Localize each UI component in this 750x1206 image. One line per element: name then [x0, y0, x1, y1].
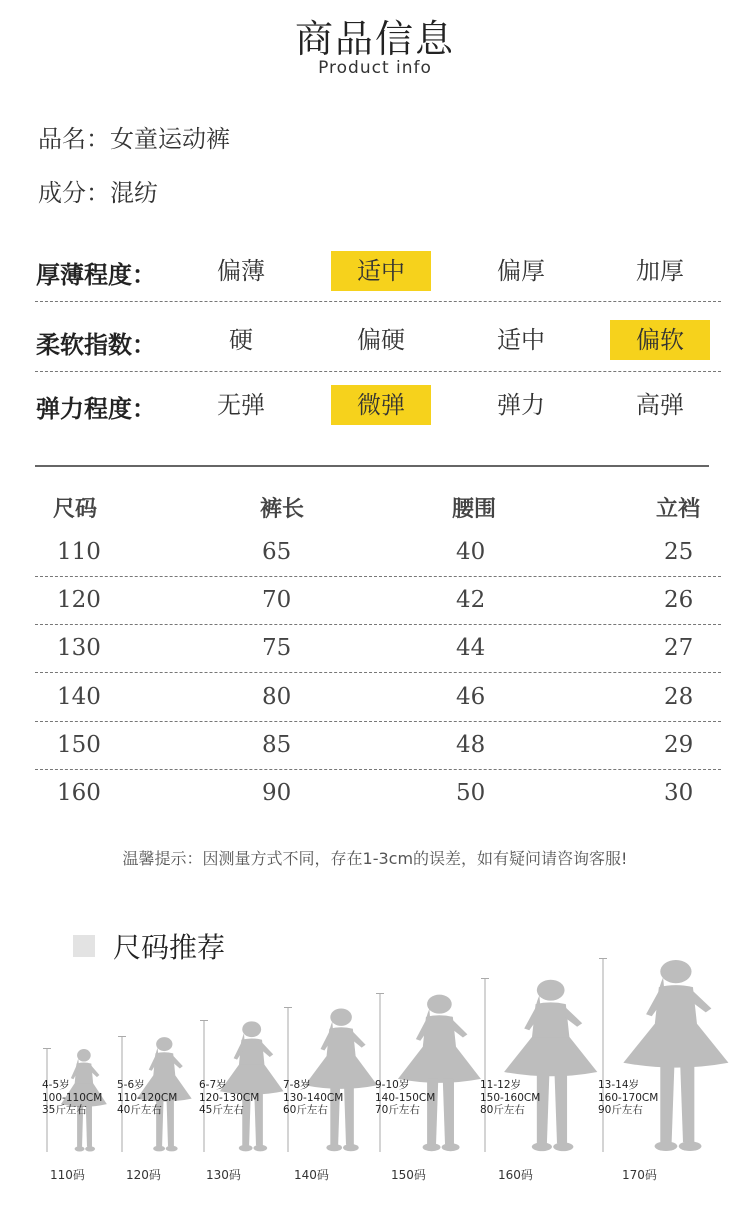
figure-weight: 70斤左右: [375, 1104, 420, 1116]
figure-info: [283, 1079, 343, 1117]
table-cell: 48: [456, 732, 486, 758]
figure-weight: 60斤左右: [283, 1104, 328, 1116]
height-ruler: [376, 993, 384, 1152]
divider: [35, 576, 721, 577]
figure-weight: 90斤左右: [598, 1104, 643, 1116]
divider: [35, 721, 721, 722]
attr-label-thickness: 厚薄程度：: [36, 261, 156, 289]
table-header: 裤长: [260, 497, 305, 522]
figure-weight: 80斤左右: [480, 1104, 525, 1116]
child-silhouette: [494, 978, 607, 1152]
attr-option: 无弹: [217, 391, 265, 419]
product-material: 成分：混纺: [38, 179, 158, 207]
figure-size-label: 120码: [126, 1168, 161, 1182]
attr-option: 高弹: [636, 391, 684, 419]
child-silhouette: [389, 993, 490, 1152]
table-cell: 40: [456, 539, 486, 565]
figure-age: 6-7岁: [199, 1079, 227, 1091]
table-cell: 50: [456, 780, 486, 806]
table-cell: 75: [262, 635, 292, 661]
height-ruler: [481, 978, 489, 1152]
divider: [35, 624, 721, 625]
table-cell: 28: [664, 684, 694, 710]
table-cell: 44: [456, 635, 486, 661]
figure-info: [199, 1079, 259, 1117]
table-cell: 46: [456, 684, 486, 710]
figure-info: [598, 1079, 658, 1117]
table-cell: 130: [57, 635, 101, 661]
figure-info: [42, 1079, 102, 1117]
figure-age: 4-5岁: [42, 1079, 70, 1091]
table-cell: 160: [57, 780, 101, 806]
attr-option: 偏厚: [497, 257, 545, 285]
attr-option: 偏硬: [357, 326, 405, 354]
table-cell: 150: [57, 732, 101, 758]
divider: [35, 371, 721, 372]
table-cell: 42: [456, 587, 486, 613]
attr-option: 适中: [497, 326, 545, 354]
table-cell: 30: [664, 780, 694, 806]
table-cell: 110: [57, 539, 101, 565]
divider: [35, 301, 721, 302]
attr-option: 弹力: [497, 391, 545, 419]
figure-age: 5-6岁: [117, 1079, 145, 1091]
section-marker: [73, 935, 95, 957]
figure-info: [117, 1079, 177, 1117]
figure-info: [375, 1079, 435, 1117]
attr-option: 偏薄: [217, 257, 265, 285]
figure-height: 140-150CM: [375, 1091, 436, 1104]
figure-height: 160-170CM: [598, 1091, 659, 1104]
page-title: 商品信息: [294, 17, 455, 61]
table-cell: 80: [262, 684, 292, 710]
figure-size-label: 140码: [294, 1168, 329, 1182]
figure-info: [480, 1079, 540, 1117]
figure-height: 150-160CM: [480, 1091, 541, 1104]
attr-label-elasticity: 弹力程度：: [36, 395, 156, 423]
divider: [35, 769, 721, 770]
child-silhouette: [612, 958, 740, 1152]
attr-option-selected: 偏软: [610, 320, 710, 360]
figure-height: 120-130CM: [199, 1091, 260, 1104]
figure-age: 7-8岁: [283, 1079, 311, 1091]
figure-weight: 40斤左右: [117, 1104, 162, 1116]
attr-option: 硬: [229, 326, 253, 354]
table-header: 腰围: [452, 497, 497, 522]
figure-height: 130-140CM: [283, 1091, 344, 1104]
attr-label-softness: 柔软指数：: [36, 331, 156, 359]
product-name: 品名：女童运动裤: [38, 125, 230, 153]
table-cell: 29: [664, 732, 694, 758]
figure-size-label: 150码: [391, 1168, 426, 1182]
figure-size-label: 110码: [50, 1168, 85, 1182]
figure-height: 110-120CM: [117, 1091, 178, 1104]
table-cell: 70: [262, 587, 292, 613]
measurement-note: 温馨提示：因测量方式不同，存在1-3cm的误差，如有疑问请咨询客服!: [122, 849, 628, 868]
figure-age: 9-10岁: [375, 1079, 410, 1091]
attr-option-selected: 微弹: [331, 385, 431, 425]
divider: [35, 672, 721, 673]
figure-weight: 45斤左右: [199, 1104, 244, 1116]
table-cell: 65: [262, 539, 292, 565]
attr-option: 加厚: [636, 257, 684, 285]
table-cell: 85: [262, 732, 292, 758]
recommend-title: 尺码推荐: [113, 931, 226, 964]
table-cell: 90: [262, 780, 292, 806]
figure-size-label: 160码: [498, 1168, 533, 1182]
table-header: 立裆: [656, 497, 701, 522]
table-cell: 26: [664, 587, 694, 613]
figure-age: 13-14岁: [598, 1079, 640, 1091]
figure-size-label: 170码: [622, 1168, 657, 1182]
figure-size-label: 130码: [206, 1168, 241, 1182]
table-cell: 27: [664, 635, 694, 661]
height-ruler: [599, 958, 607, 1152]
figure-height: 100-110CM: [42, 1091, 103, 1104]
table-top-rule: [35, 465, 709, 467]
table-cell: 120: [57, 587, 101, 613]
table-cell: 25: [664, 539, 694, 565]
attr-option-selected: 适中: [331, 251, 431, 291]
figure-weight: 35斤左右: [42, 1104, 87, 1116]
page-subtitle: Product info: [318, 58, 432, 78]
table-header: 尺码: [53, 497, 98, 522]
figure-age: 11-12岁: [480, 1079, 522, 1091]
table-cell: 140: [57, 684, 101, 710]
